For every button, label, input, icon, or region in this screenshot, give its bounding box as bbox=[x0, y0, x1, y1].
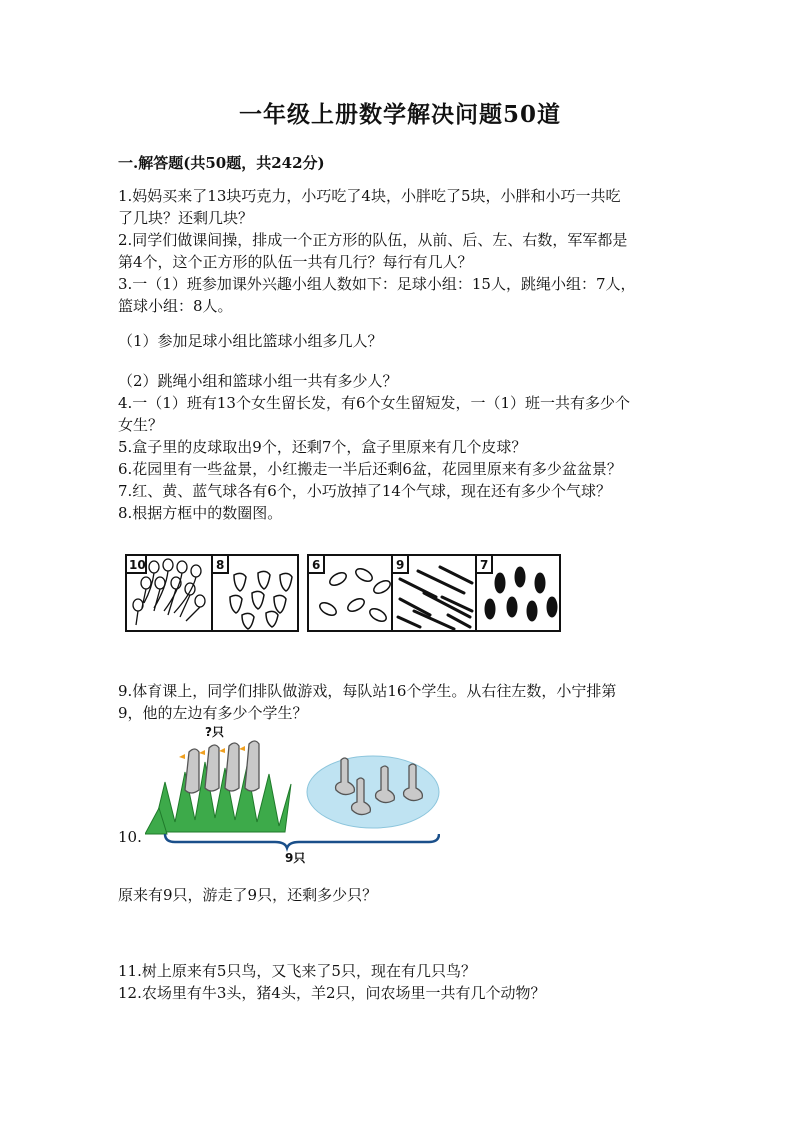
question-4-line2: 女生？ bbox=[118, 416, 164, 434]
question-1-line1: 1.妈妈买来了13块巧克力，小巧吃了4块，小胖吃了5块，小胖和小巧一共吃 bbox=[118, 187, 621, 205]
question-8: 8.根据方框中的数圈图。 bbox=[118, 504, 283, 522]
question-2-line1: 2.同学们做课间操，排成一个正方形的队伍，从前、后、左、右数，军军都是 bbox=[118, 231, 628, 249]
box-number-pencils: 9 bbox=[396, 558, 405, 572]
question-11: 11.树上原来有5只鸟，又飞来了5只，现在有几只鸟？ bbox=[118, 962, 476, 980]
question-12: 12.农场里有牛3头，猪4头，羊2只，问农场里一共有几个动物？ bbox=[118, 984, 546, 1002]
question-5: 5.盒子里的皮球取出9个，还剩7个，盒子里原来有几个皮球？ bbox=[118, 438, 527, 456]
question-6: 6.花园里有一些盆景，小红搬走一半后还剩6盆，花园里原来有多少盆盆景？ bbox=[118, 460, 622, 478]
pencils-icon bbox=[398, 567, 472, 629]
question-10-text: 原来有9只，游走了9只，还剩多少只？ bbox=[118, 886, 378, 904]
leaves-icon bbox=[318, 566, 393, 624]
strawberries-icon bbox=[230, 571, 292, 629]
box-number-leaves: 6 bbox=[312, 558, 321, 572]
question-10-number: 10. bbox=[118, 828, 142, 846]
counting-boxes-figure bbox=[124, 553, 564, 635]
box-number-corn: 7 bbox=[480, 558, 489, 572]
question-9-line2: 9，他的左边有多少个学生？ bbox=[118, 704, 308, 722]
geese-unknown-label: ?只 bbox=[205, 725, 224, 739]
question-3-line2: 篮球小组：8人。 bbox=[118, 297, 233, 315]
question-9-line1: 9.体育课上，同学们排队做游戏，每队站16个学生。从右往左数，小宁排第 bbox=[118, 682, 617, 700]
geese-illustration bbox=[145, 722, 440, 867]
question-3-part2: （2）跳绳小组和篮球小组一共有多少人？ bbox=[118, 372, 398, 390]
question-3-part1: （1）参加足球小组比篮球小组多几人？ bbox=[118, 332, 383, 350]
total-brace bbox=[165, 834, 439, 848]
page-title: 一年级上册数学解决问题50道 bbox=[238, 101, 561, 128]
geese-total-label: 9只 bbox=[285, 851, 306, 865]
corn-icon bbox=[485, 567, 557, 621]
question-7: 7.红、黄、蓝气球各有6个，小巧放掉了14个气球，现在还有多少个气球？ bbox=[118, 482, 611, 500]
question-3-line1: 3.一（1）班参加课外兴趣小组人数如下：足球小组：15人，跳绳小组：7人， bbox=[118, 275, 636, 293]
box-number-strawberries: 8 bbox=[216, 558, 225, 572]
question-4-line1: 4.一（1）班有13个女生留长发，有6个女生留短发，一（1）班一共有多少个 bbox=[118, 394, 631, 412]
question-1-line2: 了几块？还剩几块？ bbox=[118, 209, 254, 227]
question-2-line2: 第4个，这个正方形的队伍一共有几行？每行有几人？ bbox=[118, 253, 473, 271]
box-number-balloons: 10 bbox=[129, 558, 146, 572]
section-heading: 一.解答题(共50题，共242分) bbox=[118, 154, 325, 172]
